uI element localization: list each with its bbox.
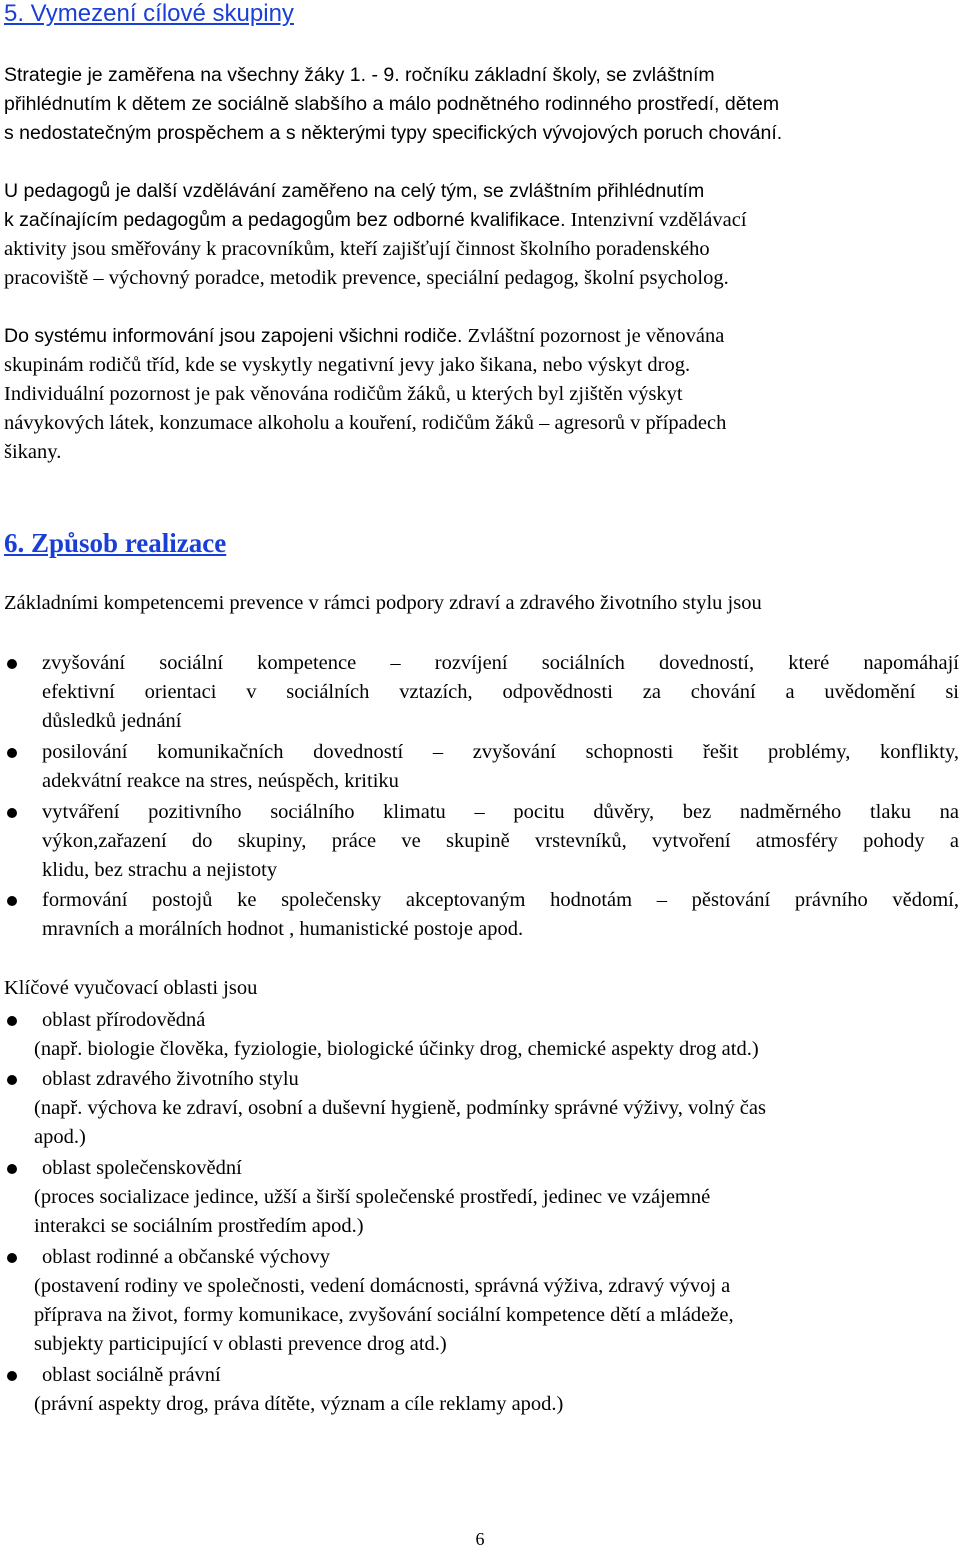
area-4-title: oblast rodinné a občanské výchovy xyxy=(42,1246,331,1268)
paragraph-teachers-line-2-sans: k začínajícím pedagogům a pedagogům bez odborné kvalifikace. xyxy=(4,209,566,231)
bullet-icon xyxy=(7,1253,17,1263)
paragraph-teachers-line-2-serif: Intenzivní vzdělávací xyxy=(565,209,747,231)
page-number: 6 xyxy=(475,1529,485,1549)
competence-3-line-3: klidu, bez strachu a nejistoty xyxy=(42,859,278,881)
area-2-title: oblast zdravého životního stylu xyxy=(42,1068,299,1090)
bullet-icon xyxy=(7,1075,17,1085)
paragraph-teachers-line-4: pracoviště – výchovný poradce, metodik prevence, speciální pedagog, školní psycholog. xyxy=(4,267,729,289)
competence-2-line-2: adekvátní reakce na stres, neúspěch, kritiku xyxy=(42,770,399,792)
bullet-icon xyxy=(7,808,17,818)
bullet-icon xyxy=(7,748,17,758)
area-3-title: oblast společenskovědní xyxy=(42,1157,242,1179)
paragraph-teachers-line-3: aktivity jsou směřovány k pracovníkům, kteří zajišťují činnost školního poradenského xyxy=(4,238,710,260)
area-3-detail-1: (proces socializace jedince, užší a širší společenské prostředí, jedinec ve vzájemné xyxy=(34,1186,711,1208)
paragraph-parents-line-1 xyxy=(4,322,724,351)
area-3-detail-2: interakci se sociálním prostředím apod.) xyxy=(34,1215,364,1237)
paragraph-parents-line-1-sans: Do systému informování jsou zapojeni všichni rodiče. xyxy=(4,325,463,347)
competence-4-line-1: formování postojů ke společensky akceptovaným hodnotám – pěstování právního vědomí, xyxy=(42,889,959,911)
competences-intro: Základními kompetencemi prevence v rámci podpory zdraví a zdravého životního stylu jsou xyxy=(4,592,762,614)
area-1-title: oblast přírodovědná xyxy=(42,1009,206,1031)
paragraph-parents-line-1-serif: Zvláštní pozornost je věnována xyxy=(462,325,725,347)
paragraph-parents-line-2: skupinám rodičů tříd, kde se vyskytly negativní jevy jako šikana, nebo výskyt drog. xyxy=(4,354,691,376)
paragraph-parents-line-3: Individuální pozornost je pak věnována rodičům žáků, u kterých byl zjištěn výskyt xyxy=(4,383,683,405)
paragraph-target-line-2: přihlédnutím k dětem ze sociálně slabšího a málo podnětného rodinného prostředí, dětem xyxy=(4,93,780,115)
paragraph-target-line-3: s nedostatečným prospěchem a s některými typy specifických vývojových poruch chování. xyxy=(4,122,783,144)
section-5-heading: 5. Vymezení cílové skupiny xyxy=(4,0,294,27)
paragraph-teachers-line-1: U pedagogů je další vzdělávání zaměřeno na celý tým, se zvláštním přihlédnutím xyxy=(4,180,705,202)
area-4-detail-2: příprava na život, formy komunikace, zvyšování sociální kompetence dětí a mládeže, xyxy=(34,1304,734,1326)
areas-intro: Klíčové vyučovací oblasti jsou xyxy=(4,977,258,999)
area-1-detail-1: (např. biologie člověka, fyziologie, biologické účinky drog, chemické aspekty drog atd.) xyxy=(34,1038,759,1060)
competence-1-line-2: efektivní orientaci v sociálních vztazích, odpovědnosti za chování a uvědomění si xyxy=(42,681,959,703)
paragraph-parents-line-5: šikany. xyxy=(4,441,62,463)
bullet-icon xyxy=(7,1164,17,1174)
bullet-icon xyxy=(7,1371,17,1381)
competence-4-line-2: mravních a morálních hodnot , humanistické postoje apod. xyxy=(42,918,524,940)
area-4-detail-1: (postavení rodiny ve společnosti, vedení domácnosti, správná výživa, zdravý vývoj a xyxy=(34,1275,731,1297)
competence-1-line-3: důsledků jednání xyxy=(42,710,182,732)
area-4-detail-3: subjekty participující v oblasti prevence drog atd.) xyxy=(34,1333,447,1355)
section-6-heading: 6. Způsob realizace xyxy=(4,528,227,558)
competence-3-line-2: výkon,zařazení do skupiny, práce ve skupině vrstevníků, vytvoření atmosféry pohody a xyxy=(42,830,959,852)
competence-3-line-1: vytváření pozitivního sociálního klimatu – pocitu důvěry, bez nadměrného tlaku na xyxy=(42,801,959,823)
area-5-title: oblast sociálně právní xyxy=(42,1364,221,1386)
paragraph-parents-line-4: návykových látek, konzumace alkoholu a kouření, rodičům žáků – agresorů v případech xyxy=(4,412,727,434)
bullet-icon xyxy=(7,659,17,669)
area-2-detail-2: apod.) xyxy=(34,1126,86,1148)
competence-2-line-1: posilování komunikačních dovedností – zvyšování schopnosti řešit problémy, konflikty, xyxy=(42,741,959,763)
paragraph-target-line-1: Strategie je zaměřena na všechny žáky 1. - 9. ročníku základní školy, se zvláštním xyxy=(4,64,715,86)
area-2-detail-1: (např. výchova ke zdraví, osobní a duševní hygieně, podmínky správné výživy, volný čas xyxy=(34,1097,766,1119)
bullet-icon xyxy=(7,1016,17,1026)
paragraph-teachers-line-2 xyxy=(4,206,747,235)
area-5-detail-1: (právní aspekty drog, práva dítěte, význam a cíle reklamy apod.) xyxy=(34,1393,564,1415)
competence-1-line-1: zvyšování sociální kompetence – rozvíjení sociálních dovedností, které napomáhají xyxy=(42,652,959,674)
bullet-icon xyxy=(7,896,17,906)
